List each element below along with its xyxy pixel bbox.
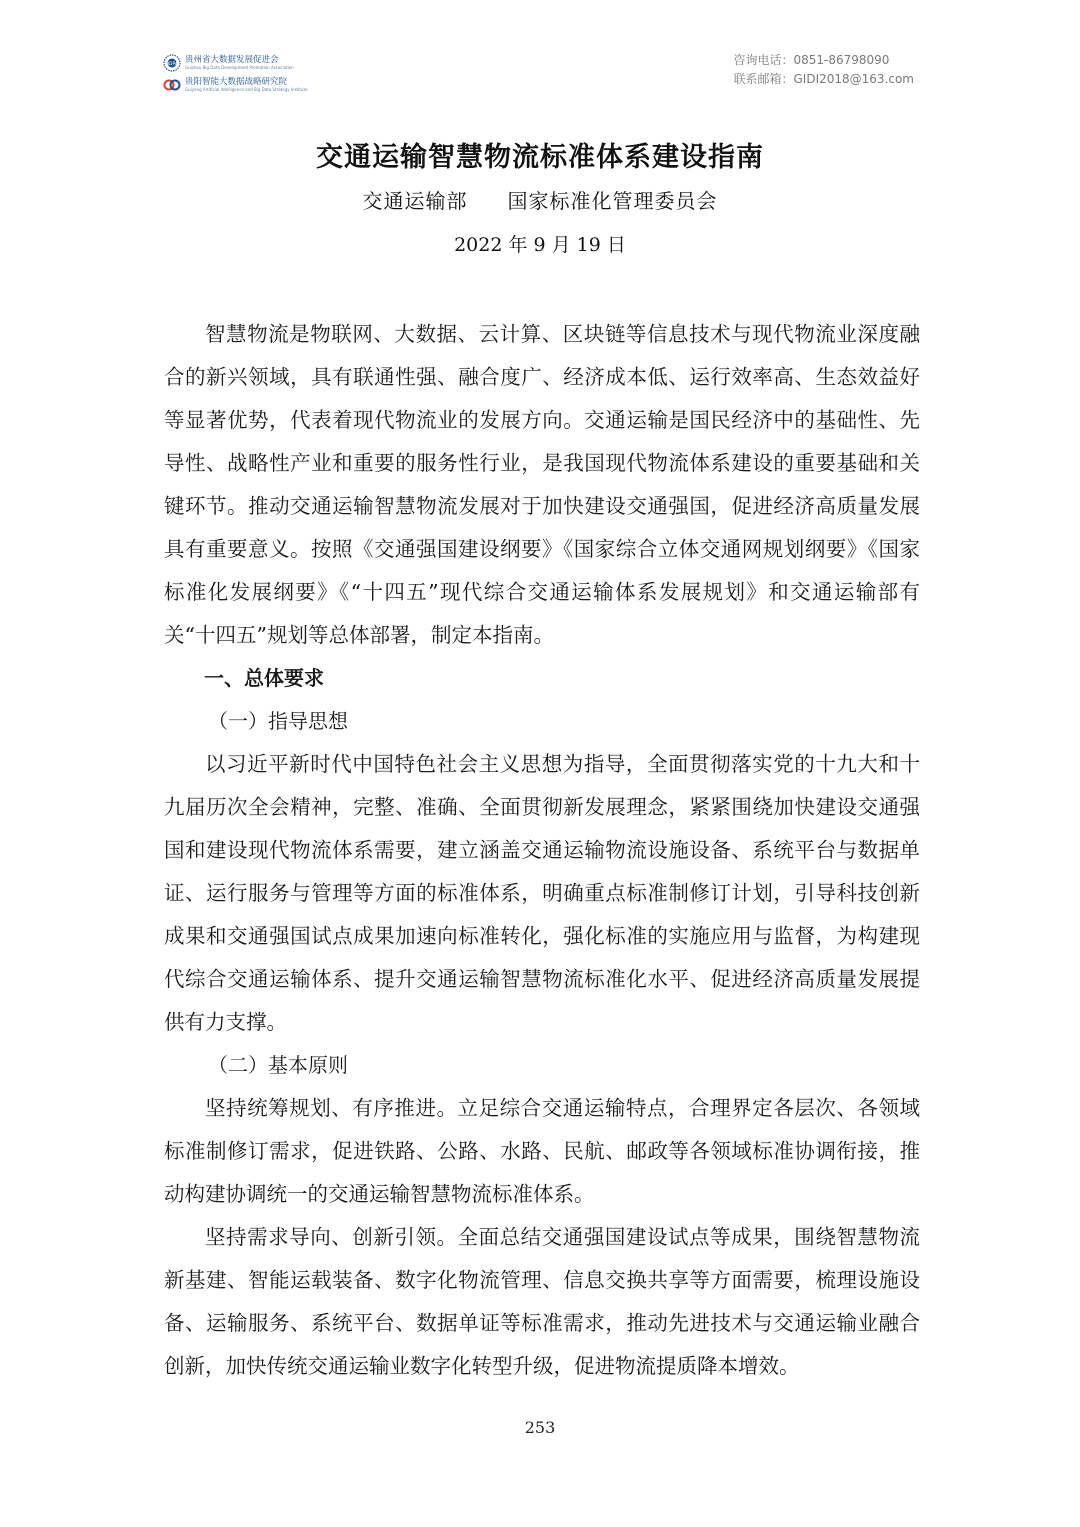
- guiding-ideology-paragraph: 以习近平新时代中国特色社会主义思想为指导，全面贯彻落实党的十九大和十九届历次全会精神，完整、准确、全面贯彻新发展理念，紧紧围绕加快建设交通强国和建设现代物流体系需要，建立涵盖交通运输物流设施设备、系统平台与数据单证、运行服务与管理等方面的标准体系，明确重点标准制修订计划，引导科技创新成果和交通强国试点成果加速向标准转化，强化标准的实施应用与监督，为构建现代综合交通运输体系、提升交通运输智慧物流标准化水平、促进经济高质量发展提供有力支撑。: [164, 752, 920, 1034]
- issuer-standards-committee: 国家标准化管理委员会: [507, 189, 718, 213]
- subsection-heading-guiding-ideology: （一）指导思想: [208, 709, 348, 733]
- association-name-en: Guizhou Big Data Development Promotion Association: [185, 64, 294, 70]
- header-logos: [163, 52, 363, 96]
- page-number: 253: [524, 1418, 556, 1437]
- document-date: 2022 年 9 月 19 日: [454, 234, 626, 256]
- contact-info: [733, 51, 914, 89]
- institute-name-en: Guiyang Artificial Intelligence and Big Data Strategy Institute: [185, 86, 308, 92]
- institute-emblem-icon: [163, 76, 181, 94]
- intro-paragraph: 智慧物流是物联网、大数据、云计算、区块链等信息技术与现代物流业深度融合的新兴领域，具有联通性强、融合度广、经济成本低、运行效率高、生态效益好等显著优势，代表着现代物流业的发展方向。交通运输是国民经济中的基础性、先导性、战略性产业和重要的服务性行业，是我国现代物流体系建设的重要基础和关键环节。推动交通运输智慧物流发展对于加快建设交通强国，促进经济高质量发展具有重要意义。按照《交通强国建设纲要》《国家综合立体交通网规划纲要》《国家标准化发展纲要》《“十四五”现代综合交通运输体系发展规划》和交通运输部有关“十四五”规划等总体部署，制定本指南。: [164, 322, 920, 647]
- institute-logo: [163, 74, 363, 96]
- document-title: 交通运输智慧物流标准体系建设指南: [316, 142, 764, 173]
- contact-email: 联系邮箱：GIDI2018@163.com: [733, 72, 914, 86]
- document-body: [164, 313, 920, 1388]
- issuer-ministry: 交通运输部: [362, 189, 468, 213]
- contact-phone: 咨询电话：0851-86798090: [733, 53, 890, 67]
- principle-paragraph: 坚持需求导向、创新引领。全面总结交通强国建设试点等成果，围绕智慧物流新基建、智能运载装备、数字化物流管理、信息交换共享等方面需要，梳理设施设备、运输服务、系统平台、数据单证等标准需求，推动先进技术与交通运输业融合创新，加快传统交通运输业数字化转型升级，促进物流提质降本增效。: [164, 1225, 920, 1378]
- institute-name: 贵阳智能大数据战略研究院: [185, 77, 288, 88]
- association-emblem-icon: [163, 54, 181, 72]
- section-heading: 一、总体要求: [204, 666, 324, 690]
- document-issuers: [0, 185, 1080, 214]
- association-logo: [163, 52, 363, 74]
- svg-text:BDPA: BDPA: [165, 62, 179, 67]
- principle-paragraph: 坚持统筹规划、有序推进。立足综合交通运输特点，合理界定各层次、各领域标准制修订需求，促进铁路、公路、水路、民航、邮政等各领域标准协调衔接，推动构建协调统一的交通运输智慧物流标准体系。: [164, 1096, 920, 1206]
- association-name: 贵州省大数据发展促进会: [185, 55, 279, 66]
- subsection-heading-basic-principles: （二）基本原则: [208, 1053, 348, 1077]
